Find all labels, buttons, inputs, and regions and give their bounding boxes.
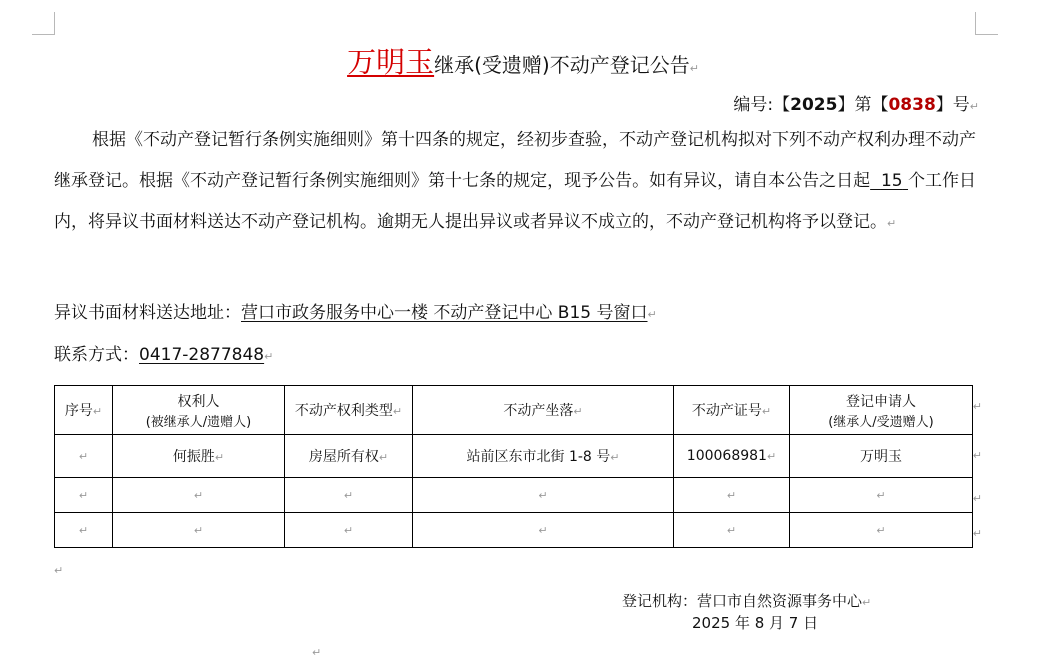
paragraph-mark-icon: ↵: [862, 596, 872, 609]
table-cell: 房屋所有权↵: [285, 435, 413, 478]
paragraph-mark-icon: ↵: [969, 100, 979, 113]
table-cell: ↵: [55, 435, 113, 478]
header-cell: 不动产权利类型↵: [285, 386, 413, 435]
table-cell: ↵: [285, 478, 413, 513]
header-cell: 序号↵: [55, 386, 113, 435]
paragraph-mark-icon: ↵: [689, 62, 699, 75]
header-cell: 不动产坐落↵: [413, 386, 674, 435]
table-cell: 万明玉 ↵: [790, 435, 973, 478]
crop-mark-top-right: [975, 12, 998, 35]
table-cell: ↵: [674, 478, 790, 513]
table-cell: ↵: [113, 478, 285, 513]
table-row: [55, 478, 973, 513]
table-cell: 站前区东市北街 1-8 号↵: [413, 435, 674, 478]
table-cell: 何振胜↵: [113, 435, 285, 478]
table-cell: ↵: [55, 478, 113, 513]
number-value: 0838: [888, 95, 936, 115]
registration-table: [54, 385, 982, 548]
header-cell: 登记申请人 (继承人/受遗赠人) ↵: [790, 386, 973, 435]
number-suffix: 】号: [935, 95, 970, 115]
table-cell: 100068981↵: [674, 435, 790, 478]
paragraph-text: 根据《不动产登记暂行条例实施细则》第十四条的规定，经初步查验，不动产登记机构拟对下列不动产权利办理不动产继承登记。根据《不动产登记暂行条例实施细则》第十七条的规定，现予公告。如有异议，请自本公告之日起: [54, 130, 976, 191]
table-cell: ↵: [413, 513, 674, 548]
header-cell: 不动产证号↵: [674, 386, 790, 435]
footer: [622, 590, 872, 632]
title-rest: 继承(受遗赠)不动产登记公告: [434, 53, 690, 77]
address-label: 异议书面材料送达地址：: [54, 303, 241, 323]
header-cell: 权利人 (被继承人/遗赠人): [113, 386, 285, 435]
number-mid: 】第【: [837, 95, 889, 115]
contact-line: [54, 340, 273, 365]
table-cell: ↵: [55, 513, 113, 548]
table-cell: ↵ ↵: [790, 513, 973, 548]
table-cell: ↵: [285, 513, 413, 548]
paragraph-mark-icon: ↵: [887, 217, 897, 230]
table-header-row: [55, 386, 973, 435]
crop-mark-top-left: [32, 12, 55, 35]
number-year: 2025: [790, 95, 838, 115]
table-cell: ↵: [113, 513, 285, 548]
title-name: 万明玉: [347, 45, 435, 79]
days-value: 15: [880, 171, 903, 191]
notice-body: [54, 120, 976, 244]
table-cell: ↵: [413, 478, 674, 513]
address-value: 营口市政务服务中心一楼 不动产登记中心 B15 号窗口: [241, 303, 648, 323]
footer-date: 2025 年 8 月 7 日: [692, 614, 819, 632]
contact-label: 联系方式：: [54, 345, 139, 365]
footer-org: 登记机构：营口市自然资源事务中心: [622, 592, 863, 610]
table-cell: ↵: [674, 513, 790, 548]
paragraph-mark-icon: ↵: [264, 350, 274, 363]
table-row: [55, 435, 973, 478]
table-cell: ↵ ↵: [790, 478, 973, 513]
notice-number: [733, 90, 979, 115]
table-row: [55, 513, 973, 548]
paragraph-mark-icon: ↵: [647, 308, 657, 321]
address-line: [54, 298, 657, 323]
contact-value: 0417-2877848: [139, 345, 265, 365]
paragraph-text-end: 个工作日内，将异议书面材料送达不动产登记机构。逾期无人提出异议或者异议不成立的，不动产登记机构将予以登记。: [54, 171, 977, 232]
notice-paragraph: [54, 120, 976, 244]
number-prefix: 编号:【: [733, 95, 791, 115]
paragraph-mark-icon: ↵: [312, 646, 322, 659]
page-title: [0, 40, 1046, 81]
paragraph-mark-icon: ↵: [54, 564, 64, 577]
